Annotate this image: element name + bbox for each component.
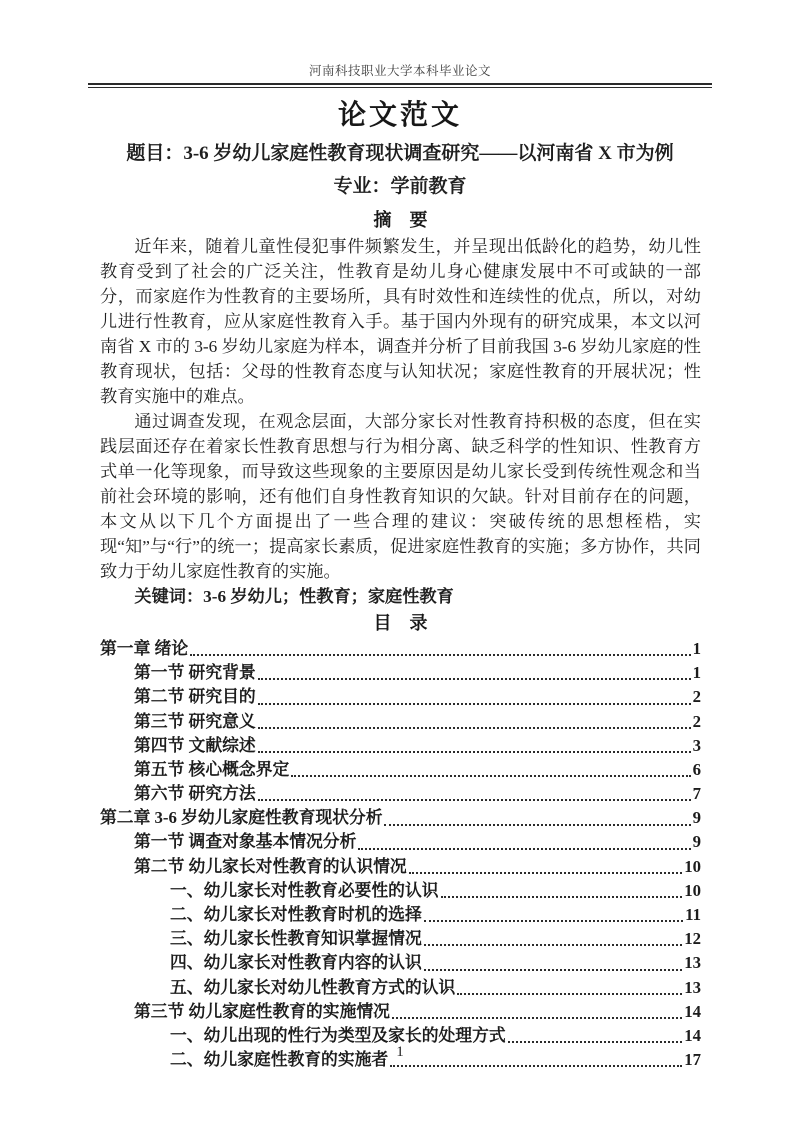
toc-leader-dots: [441, 896, 683, 898]
toc-entry-label: 第一节 调查对象基本情况分析: [134, 832, 357, 852]
toc-entry-label: 一、幼儿家长对性教育必要性的认识: [170, 880, 439, 900]
toc-entry: [100, 806, 701, 830]
toc-entry: [100, 685, 701, 709]
toc-leader-dots: [409, 872, 683, 874]
toc-entry-page: 14: [684, 1025, 701, 1045]
toc-entry-page: 10: [684, 856, 701, 876]
toc-leader-dots: [258, 751, 691, 753]
toc-entry-label: 四、幼儿家长对性教育内容的认识: [170, 953, 422, 973]
toc-entry-label: 第一章 绪论: [100, 638, 189, 658]
toc-entry-label: 第三节 研究意义: [134, 711, 256, 731]
page-number: 1: [396, 1044, 404, 1060]
document-title: 论文范文: [337, 100, 462, 131]
toc-entry-page: 9: [692, 832, 701, 852]
toc-entry-label: 三、幼儿家长性教育知识掌握情况: [170, 929, 422, 949]
toc-entry-page: 14: [684, 1001, 701, 1021]
toc-entry: [100, 855, 701, 879]
toc-entry: [100, 879, 701, 903]
toc-leader-dots: [384, 824, 690, 826]
toc-leader-dots: [190, 654, 691, 656]
toc-entry-label: 二、幼儿家长对性教育时机的选择: [170, 905, 422, 925]
toc-entry: [100, 637, 701, 661]
toc-entry: [100, 1000, 701, 1024]
running-header: [0, 61, 800, 79]
toc-entry-page: 7: [692, 784, 701, 804]
toc-entry-label: 第一节 研究背景: [134, 663, 256, 683]
toc-leader-dots: [390, 1065, 682, 1067]
toc-entry-label: 第二章 3-6 岁幼儿家庭性教育现状分析: [100, 808, 383, 828]
toc-leader-dots: [508, 1041, 683, 1043]
toc-entry-page: 2: [692, 687, 701, 707]
toc-heading: 目 录: [373, 613, 428, 633]
abstract-paragraph-1: 近年来，随着儿童性侵犯事件频繁发生，并呈现出低龄化的趋势，幼儿性教育受到了社会的广泛关注，性教育是幼儿身心健康发展中不可或缺的一部分，而家庭作为性教育的主要场所，具有时效性和连续性的优点，所以，对幼儿进行性教育，应从家庭性教育入手。基于国内外现有的研究成果，本文以河南省 X 市的 3-6 岁幼儿家庭为样本，调查并分析了目前我国 3-6 岁幼儿家庭的性教育现状，包括：父母的性教育态度与认知状况；家庭性教育的开展状况；性教育实施中的难点。: [100, 237, 701, 406]
toc-entry-page: 1: [692, 663, 701, 683]
toc-entry-page: 6: [692, 759, 701, 779]
toc-entry-page: 1: [692, 638, 701, 658]
toc-entry: [100, 734, 701, 758]
toc-entry-page: 11: [685, 905, 701, 925]
toc-entry-page: 13: [684, 953, 701, 973]
toc-entry: [100, 710, 701, 734]
toc-leader-dots: [424, 944, 682, 946]
toc-list: [100, 637, 701, 1072]
toc-entry: [100, 758, 701, 782]
toc-entry: [100, 927, 701, 951]
toc-entry: [100, 976, 701, 1000]
toc-entry-label: 第二节 幼儿家长对性教育的认识情况: [134, 856, 407, 876]
toc-entry-page: 13: [684, 977, 701, 997]
toc-leader-dots: [258, 799, 691, 801]
toc-leader-dots: [457, 993, 682, 995]
toc-entry-label: 第五节 核心概念界定: [134, 759, 290, 779]
toc-entry-page: 10: [684, 880, 701, 900]
toc-entry-label: 一、幼儿出现的性行为类型及家长的处理方式: [170, 1025, 506, 1045]
toc-entry: [100, 831, 701, 855]
thesis-subject-line: 题目：3-6 岁幼儿家庭性教育现状调查研究——以河南省 X 市为例: [126, 143, 674, 164]
toc-entry: [100, 903, 701, 927]
toc-entry-label: 第二节 研究目的: [134, 687, 256, 707]
toc-entry-page: 9: [692, 808, 701, 828]
toc-entry-label: 五、幼儿家长对幼儿性教育方式的认识: [170, 977, 456, 997]
toc-entry-label: 第四节 文献综述: [134, 735, 256, 755]
page-body: [100, 206, 701, 1072]
toc-leader-dots: [424, 969, 682, 971]
header-rule: [88, 83, 712, 88]
toc-entry-page: 3: [692, 735, 701, 755]
abstract-paragraph-2: 通过调查发现，在观念层面，大部分家长对性教育持积极的态度，但在实践层面还存在着家长性教育思想与行为相分离、缺乏科学的性知识、性教育方式单一化等现象，而导致这些现象的主要原因是幼儿家长受到传统性观念和当前社会环境的影响，还有他们自身性教育知识的欠缺。针对目前存在的问题，本文从以下几个方面提出了一些合理的建议：突破传统的思想桎梏，实现“知”与“行”的统一；提高家长素质，促进家庭性教育的实施；多方协作，共同致力于幼儿家庭性教育的实施。: [100, 412, 701, 581]
toc-entry-page: 2: [692, 711, 701, 731]
toc-leader-dots: [258, 703, 691, 705]
toc-entry: [100, 951, 701, 975]
toc-leader-dots: [258, 678, 691, 680]
toc-entry-page: 12: [684, 929, 701, 949]
toc-entry-label: 二、幼儿家庭性教育的实施者: [170, 1050, 389, 1070]
toc-entry: [100, 661, 701, 685]
toc-leader-dots: [291, 775, 690, 777]
toc-entry: [100, 782, 701, 806]
running-header-text: 河南科技职业大学本科毕业论文: [308, 64, 491, 78]
keywords-line: 关键词：3-6 岁幼儿；性教育；家庭性教育: [134, 587, 454, 606]
toc-leader-dots: [392, 1017, 682, 1019]
toc-leader-dots: [258, 727, 691, 729]
toc-entry-page: 17: [684, 1050, 701, 1070]
abstract-heading: 摘 要: [373, 210, 428, 230]
toc-leader-dots: [358, 848, 690, 850]
toc-entry-label: 第六节 研究方法: [134, 784, 256, 804]
toc-leader-dots: [424, 920, 683, 922]
toc-entry-label: 第三节 幼儿家庭性教育的实施情况: [134, 1001, 390, 1021]
thesis-major-line: 专业：学前教育: [333, 176, 467, 197]
